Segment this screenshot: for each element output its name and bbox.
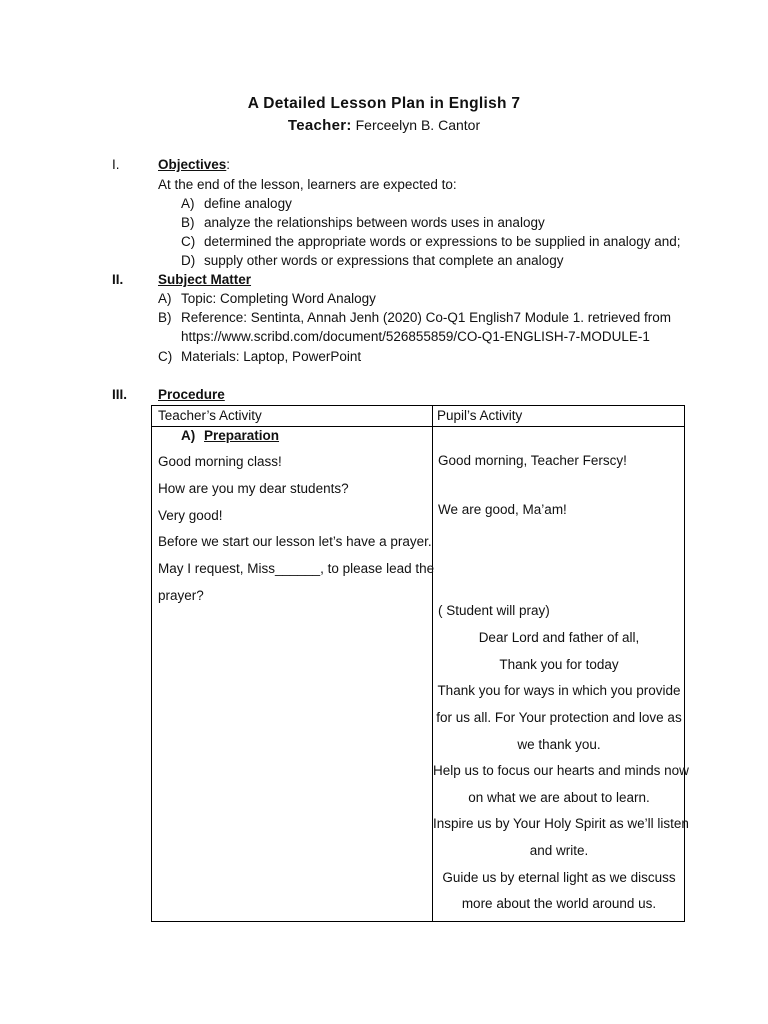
- prayer-line: Inspire us by Your Holy Spirit as we’ll listen: [433, 816, 689, 831]
- teacher-label: Teacher:: [287, 117, 352, 134]
- prayer-line: on what we are about to learn.: [468, 790, 650, 805]
- teacher-line: Before we start our lesson let’s have a prayer.: [158, 534, 432, 549]
- header-divider: [152, 426, 684, 427]
- subject-text: Reference: Sentinta, Annah Jenh (2020) Co-Q1 English7 Module 1. retrieved from: [181, 310, 672, 325]
- subject-text: Topic: Completing Word Analogy: [181, 291, 376, 306]
- prayer-line: and write.: [529, 843, 589, 858]
- teacher-activity-header: Teacher’s Activity: [158, 408, 262, 423]
- pupil-activity-header: Pupil’s Activity: [437, 408, 523, 423]
- pupil-line: We are good, Ma’am!: [438, 502, 567, 517]
- objective-text: analyze the relationships between words uses in analogy: [204, 215, 545, 230]
- pupil-line: ( Student will pray): [438, 603, 550, 618]
- objectives-heading: Objectives: [158, 157, 227, 172]
- section-title: Preparation: [204, 428, 280, 443]
- objectives-heading-line: [158, 157, 230, 172]
- teacher-line: May I request, Miss______, to please lead the: [158, 561, 435, 576]
- prayer-line: more about the world around us.: [461, 896, 657, 911]
- prayer-line: Thank you for ways in which you provide: [437, 683, 681, 698]
- objective-letter: A): [181, 196, 195, 211]
- objective-text: determined the appropriate words or expressions to be supplied in analogy and;: [204, 234, 681, 249]
- subject-matter-heading: Subject Matter: [158, 272, 252, 287]
- prayer-line: Thank you for today: [499, 657, 619, 672]
- prayer-line: Help us to focus our hearts and minds now: [433, 763, 689, 778]
- subject-matter-numeral: II.: [112, 272, 124, 287]
- teacher-line: Good morning class!: [158, 454, 282, 469]
- objective-letter: C): [181, 234, 196, 249]
- objectives-intro: At the end of the lesson, learners are expected to:: [158, 177, 457, 192]
- objective-text: supply other words or expressions that complete an analogy: [204, 253, 564, 268]
- pupil-line: Good morning, Teacher Ferscy!: [438, 453, 627, 468]
- procedure-numeral: III.: [112, 387, 128, 402]
- teacher-line: [0, 117, 768, 134]
- prayer-line: Guide us by eternal light as we discuss: [442, 870, 676, 885]
- teacher-name: Ferceelyn B. Cantor: [355, 117, 481, 133]
- subject-letter: B): [158, 310, 172, 325]
- document-title: A Detailed Lesson Plan in English 7: [247, 95, 521, 112]
- teacher-line: Very good!: [158, 508, 223, 523]
- reference-url: https://www.scribd.com/document/526855859/CO-Q1-ENGLISH-7-MODULE-1: [181, 329, 650, 344]
- objectives-heading-colon: :: [226, 157, 231, 172]
- subject-letter: C): [158, 349, 173, 364]
- section-letter: A): [181, 428, 196, 443]
- subject-letter: A): [158, 291, 172, 306]
- prayer-line: for us all. For Your protection and love as: [436, 710, 682, 725]
- objective-letter: B): [181, 215, 195, 230]
- teacher-line: How are you my dear students?: [158, 481, 349, 496]
- subject-text: Materials: Laptop, PowerPoint: [181, 349, 362, 364]
- objectives-numeral: I.: [112, 157, 120, 172]
- prayer-line: we thank you.: [517, 737, 601, 752]
- prayer-line: Dear Lord and father of all,: [478, 630, 640, 645]
- procedure-heading: Procedure: [158, 387, 225, 402]
- procedure-table: [151, 405, 689, 922]
- teacher-line: prayer?: [158, 588, 204, 603]
- objective-letter: D): [181, 253, 196, 268]
- objective-text: define analogy: [204, 196, 292, 211]
